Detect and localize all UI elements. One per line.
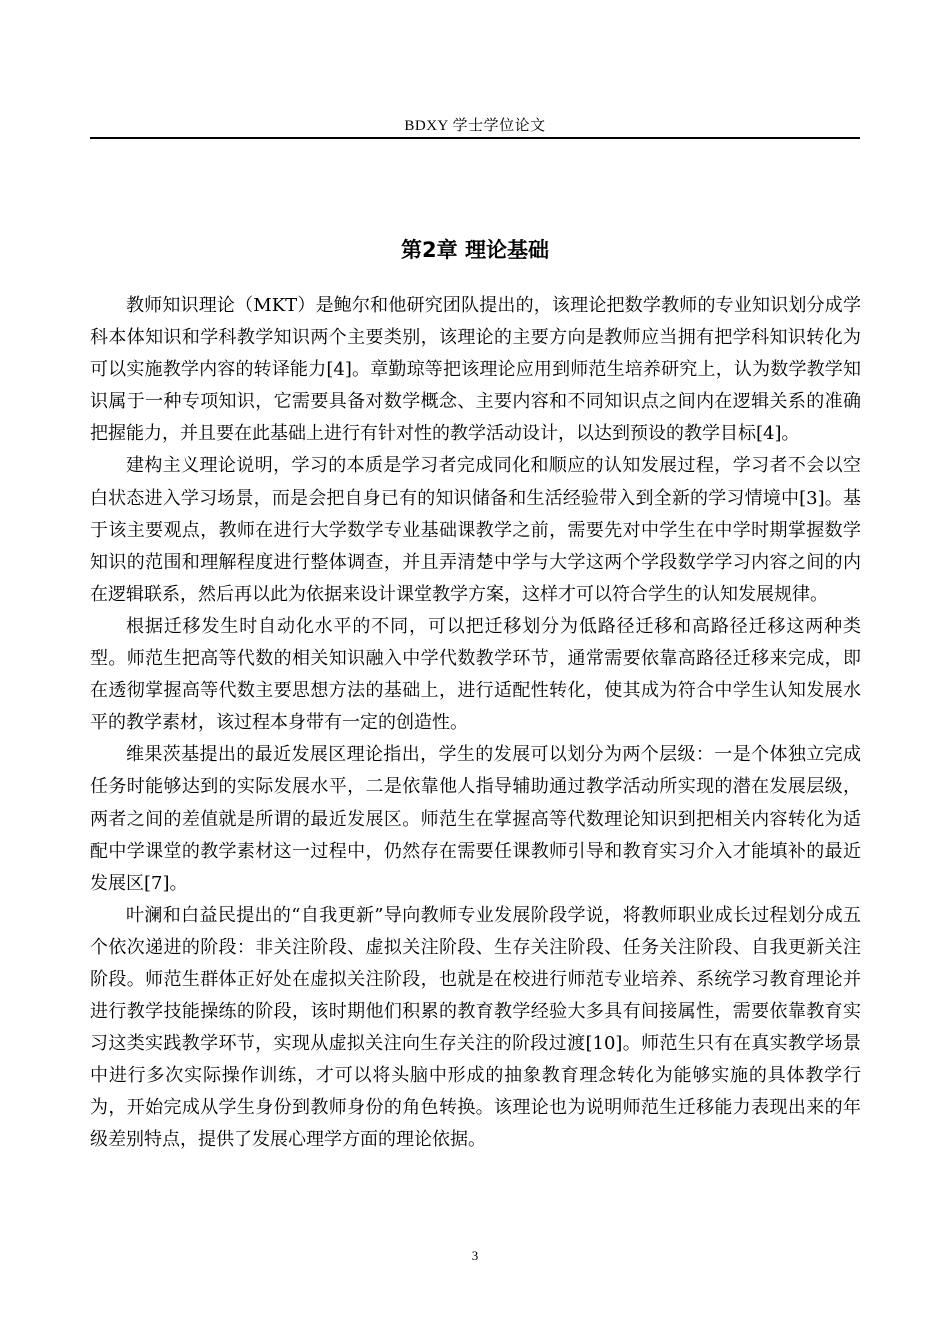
paragraph-mkt-theory: 教师知识理论（MKT）是鲍尔和他研究团队提出的，该理论把数学教师的专业知识划分成学科本体知识和学科教学知识两个主要类别，该理论的主要方向是教师应当拥有把学科知识转化为可以实施教学内容的转译能力[4]。章勤琼等把该理论应用到师范生培养研究上，认为数学教学知识属于一种专项知识，它需要具备对数学概念、主要内容和不同知识点之间内在逻辑关系的准确把握能力，并且要在此基础上进行有针对性的教学活动设计，以达到预设的教学目标[4]。: [90, 295, 861, 445]
page-number: 3: [471, 1248, 479, 1263]
paragraph-transfer-types: 根据迁移发生时自动化水平的不同，可以把迁移划分为低路径迁移和高路径迁移这两种类型。师范生把高等代数的相关知识融入中学代数教学环节，通常需要依靠高路径迁移来完成，即在透彻掌握高等代数主要思想方法的基础上，进行适配性转化，使其成为符合中学生认知发展水平的教学素材，该过程本身带有一定的创造性。: [90, 615, 861, 734]
paragraph-zone-of-proximal-development: 维果茨基提出的最近发展区理论指出，学生的发展可以划分为两个层级：一是个体独立完成任务时能够达到的实际发展水平，二是依靠他人指导辅助通过教学活动所实现的潜在发展层级，两者之间的差值就是所谓的最近发展区。师范生在掌握高等代数理论知识到把相关内容转化为适配中学课堂的教学素材这一过程中，仍然存在需要任课教师引导和教育实习介入才能填补的最近发展区[7]。: [90, 744, 861, 894]
body-text: [90, 290, 861, 1157]
running-header: [90, 115, 860, 139]
paragraph-constructivism: 建构主义理论说明，学习的本质是学习者完成同化和顺应的认知发展过程，学习者不会以空白状态进入学习场景，而是会把自身已有的知识储备和生活经验带入到全新的学习情境中[3]。基于该主要观点，教师在进行大学数学专业基础课教学之前，需要先对中学生在中学时期掌握数学知识的范围和理解程度进行整体调查，并且弄清楚中学与大学这两个学段数学学习内容之间的内在逻辑联系，然后再以此为依据来设计课堂教学方案，这样才可以符合学生的认知发展规律。: [90, 455, 861, 605]
running-header-title: BDXY 学士学位论文: [404, 118, 546, 134]
chapter-title: 第2章 理论基础: [401, 238, 549, 262]
paragraph-teacher-development-stages: 叶澜和白益民提出的“自我更新”导向教师专业发展阶段学说，将教师职业成长过程划分成五个依次递进的阶段：非关注阶段、虚拟关注阶段、生存关注阶段、任务关注阶段、自我更新关注阶段。师范生群体正好处在虚拟关注阶段，也就是在校进行师范专业培养、系统学习教育理论并进行教学技能操练的阶段，该时期他们积累的教育教学经验大多具有间接属性，需要依靠教育实习这类实践教学环节，实现从虚拟关注向生存关注的阶段过渡[10]。师范生只有在真实教学场景中进行多次实际操作训练，才可以将头脑中形成的抽象教育理念转化为能够实施的具体教学行为，开始完成从学生身份到教师身份的角色转换。该理论也为说明师范生迁移能力表现出来的年级差别特点，提供了发展心理学方面的理论依据。: [90, 904, 861, 1151]
